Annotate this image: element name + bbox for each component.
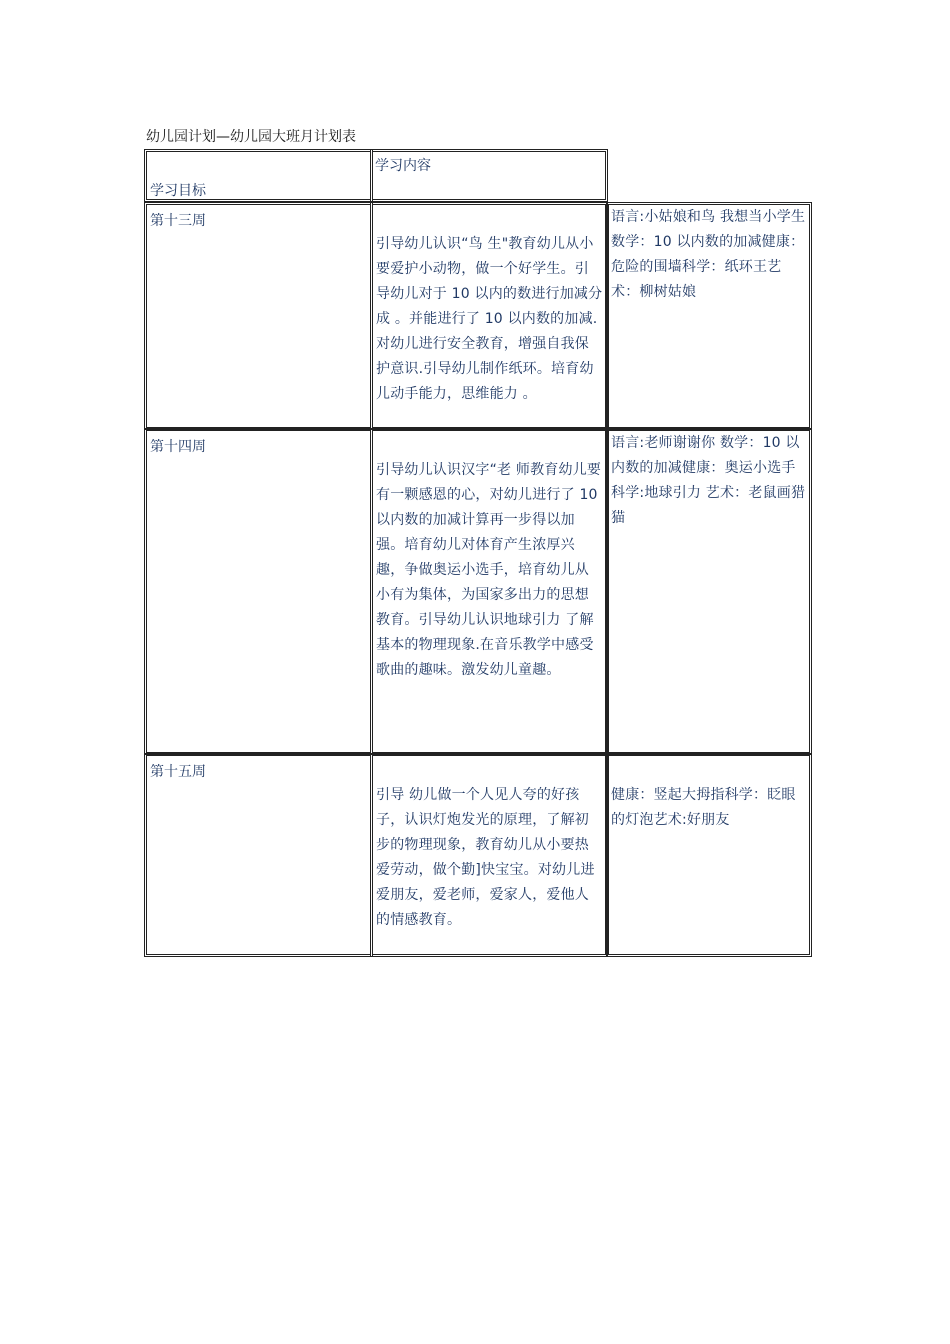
monthly-plan-table: [144, 149, 812, 957]
week-13-content-text: 语言:小姑娘和鸟 我想当小学生数学：10 以内数的加减健康：危险的围墙科学：纸环王艺术：柳树姑娘: [611, 209, 806, 300]
week-15-goal-text: 引导 幼儿做一个人见人夸的好孩子，认识灯炮发光的原理，了解初步的物理现象，教育幼儿从小要热爱劳动，做个勤]快宝宝。对幼儿进爱朋友，爱老师，爱家人，爱他人的情感教育。: [376, 787, 595, 928]
week-14-label: 第十四周: [150, 439, 206, 455]
week-14-goal-cell: [370, 428, 608, 755]
header-content-label: 学习内容: [375, 158, 431, 174]
header-content-cell: [370, 149, 608, 202]
week-14-content-cell: [606, 428, 812, 755]
week-13-label: 第十三周: [150, 213, 206, 229]
week-15-content-cell: [606, 753, 812, 957]
week-15-label-cell: [144, 753, 373, 957]
week-14-goal-text: 引导幼儿认识汉字“老 师教育幼儿要有一颗感恩的心，对幼儿进行了 10 以内数的加减计算再一步得以加强。培育幼儿对体育产生浓厚兴趣，争做奥运小选手，培育幼儿从小有为集体，为国家多出力的思想教育。引导幼儿认识地球引力 了解基本的物理现象.在音乐教学中感受歌曲的趣味。激发幼儿童趣。: [376, 462, 602, 678]
week-14-label-cell: [144, 428, 373, 755]
week-15-content-text: 健康：竖起大拇指科学：眨眼的灯泡艺术:好朋友: [611, 787, 796, 828]
header-goal-cell: [144, 149, 373, 202]
week-13-goal-text: 引导幼儿认识“鸟 生"教育幼儿从小要爱护小动物，做一个好学生。引导幼儿对于 10 以内的数进行加减分成 。并能进行了 10 以内数的加减.对幼儿进行安全教育，增强自我保护意识.引导幼儿制作纸环。培育幼儿动手能力，思维能力 。: [376, 236, 603, 402]
week-15-goal-cell: [370, 753, 608, 957]
week-13-label-cell: [144, 202, 373, 430]
header-goal-label: 学习目标: [150, 183, 206, 199]
week-14-content-text: 语言:老师谢谢你 数学：10 以内数的加减健康：奥运小选手科学:地球引力 艺术：老鼠画猎猫: [611, 435, 806, 526]
week-15-label: 第十五周: [150, 764, 206, 780]
week-13-content-cell: [606, 202, 812, 430]
week-13-goal-cell: [370, 202, 608, 430]
document-title: 幼儿园计划—幼儿园大班月计划表: [146, 129, 356, 145]
